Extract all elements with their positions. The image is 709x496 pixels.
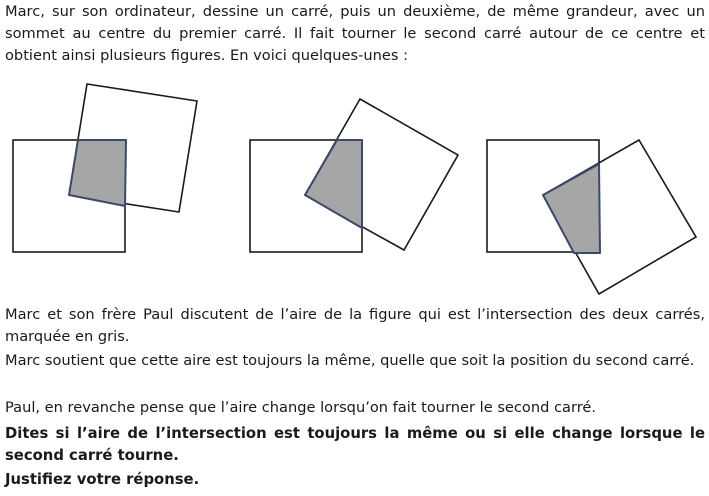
discussion-paragraph: Marc et son frère Paul discutent de l’aire de la figure qui est l’intersection des deux carrés, marquée en gris. xyxy=(5,306,705,345)
figure-3 xyxy=(487,140,696,294)
figure-1 xyxy=(13,84,197,252)
intersection-region xyxy=(305,140,362,228)
intersection-region xyxy=(543,164,600,253)
paul-claim-paragraph: Paul, en revanche pense que l’aire change lorsqu’on fait tourner le second carré. xyxy=(5,399,597,416)
figures-row xyxy=(0,70,709,302)
figure-2 xyxy=(250,99,458,252)
instruction-paragraph: Justifiez votre réponse. xyxy=(5,471,200,488)
marc-claim-paragraph: Marc soutient que cette aire est toujours la même, quelle que soit la position du second carré. xyxy=(5,352,695,369)
question-paragraph: Dites si l’aire de l’intersection est toujours la même ou si elle change lorsque le second carré tourne. xyxy=(5,425,705,464)
intersection-region xyxy=(69,140,126,206)
square-rotation-figures xyxy=(0,70,709,302)
intro-paragraph: Marc, sur son ordinateur, dessine un carré, puis un deuxième, de même grandeur, avec un sommet au centre du premier carré. Il fait tourner le second carré autour de ce centre et obtient ainsi plusieurs figures. En voici quelques-unes : xyxy=(5,3,705,64)
